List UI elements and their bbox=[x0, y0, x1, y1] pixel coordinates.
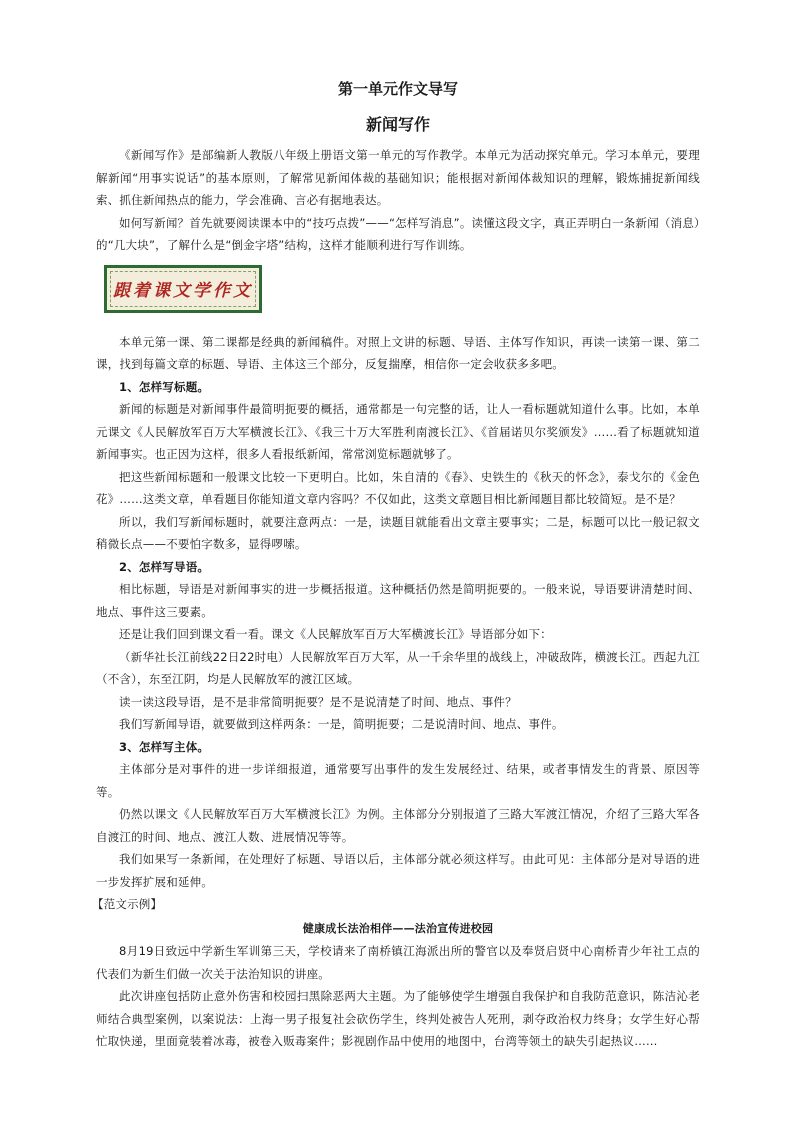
body-paragraph: 我们如果写一条新闻，在处理好了标题、导语以后，主体部分就必须这样写。由此可见：主体部分是对导语的进一步发挥扩展和延伸。 bbox=[96, 852, 700, 889]
body-paragraph: 本单元第一课、第二课都是经典的新闻稿件。对照上文讲的标题、导语、主体写作知识，再读一读第一课、第二课，找到每篇文章的标题、导语、主体这三个部分，反复揣摩，相信你一定会收获多多吧。 bbox=[96, 334, 700, 371]
section-banner bbox=[104, 265, 262, 313]
unit-title: 第一单元作文导写 bbox=[337, 80, 458, 98]
page-title: 新闻写作 bbox=[365, 115, 430, 134]
intro-paragraph: 《新闻写作》是部编新人教版八年级上册语文第一单元的写作教学。本单元为活动探究单元。学习本单元，要理解新闻“用事实说话”的基本原则，了解常见新闻体裁的基础知识；能根据对新闻体裁知识的理解，锻炼捕捉新闻线索、抓住新闻热点的能力，学会准确、言必有据地表达。 bbox=[96, 148, 700, 207]
body-paragraph: 主体部分是对事件的进一步详细报道，通常要写出事件的发生发展经过、结果，或者事情发生的背景、原因等等。 bbox=[96, 762, 700, 799]
section-heading: 3、怎样写主体。 bbox=[119, 739, 210, 754]
body-paragraph: 我们写新闻导语，就要做到这样两条：一是，简明扼要；二是说清时间、地点、事件。 bbox=[119, 717, 564, 731]
section-heading: 2、怎样写导语。 bbox=[119, 559, 210, 574]
body-paragraph: 仍然以课文《人民解放军百万大军横渡长江》为例。主体部分分别报道了三路大军渡江情况，介绍了三路大军各自渡江的时间、地点、渡江人数、进展情况等等。 bbox=[96, 807, 700, 844]
banner-label: 跟着课文学作文 bbox=[113, 281, 253, 301]
body-paragraph: 所以，我们写新闻标题时，就要注意两点：一是，读题目就能看出文章主要事实；二是，标题可以比一般记叙文稍微长点——不要怕字数多，显得啰嗦。 bbox=[96, 514, 700, 551]
example-label: 【范文示例】 bbox=[92, 897, 163, 911]
body-paragraph: 把这些新闻标题和一般课文比较一下更明白。比如，朱自清的《春》、史铁生的《秋天的怀念》，泰戈尔的《金色花》……这类文章，单看题目你能知道文章内容吗？不仅如此，这类文章题目相比新闻题目都比较简短。是不是？ bbox=[96, 469, 700, 506]
example-paragraph: 此次讲座包括防止意外伤害和校园扫黑除恶两大主题。为了能够使学生增强自我保护和自我防范意识，陈洁沁老师结合典型案例，以案说法：上海一男子报复社会砍伤学生，终判处被告人死刑，剥夺政治权力终身；女学生好心帮忙取快递，里面竟装着冰毒，被卷入贩毒案件；影视剧作品中使用的地图中，台湾等领土的缺失引起热议…… bbox=[96, 989, 700, 1048]
quoted-lead: （新华社长江前线22日22时电）人民解放军百万大军，从一千余华里的战线上，冲破敌阵，横渡长江。西起九江（不含），东至江阴，均是人民解放军的渡江区域。 bbox=[96, 649, 700, 686]
intro-paragraph: 如何写新闻？首先就要阅读课本中的“技巧点拨”——“怎样写消息”。读懂这段文字，真正弄明白一条新闻（消息）的“几大块”，了解什么是“倒金字塔”结构，这样才能顺利进行写作训练。 bbox=[96, 215, 700, 252]
example-title: 健康成长法治相伴——法治宣传进校园 bbox=[302, 921, 494, 935]
example-paragraph: 8月19日致远中学新生军训第三天，学校请来了南桥镇江海派出所的警官以及奉贤启贤中心南桥青少年社工点的代表们为新生们做一次关于法治知识的讲座。 bbox=[96, 944, 700, 981]
body-paragraph: 还是让我们回到课文看一看。课文《人民解放军百万大军横渡长江》导语部分如下： bbox=[119, 627, 552, 641]
document-page bbox=[92, 78, 700, 1053]
body-paragraph: 相比标题，导语是对新闻事实的进一步概括报道。这种概括仍然是简明扼要的。一般来说，导语要讲清楚时间、地点、事件这三要素。 bbox=[96, 582, 700, 619]
body-paragraph: 读一读这段导语，是不是非常简明扼要？是不是说清楚了时间、地点、事件？ bbox=[119, 694, 517, 709]
section-heading: 1、怎样写标题。 bbox=[119, 379, 210, 394]
body-paragraph: 新闻的标题是对新闻事件最简明扼要的概括，通常都是一句完整的话，让人一看标题就知道什么事。比如，本单元课文《人民解放军百万大军横渡长江》、《我三十万大军胜利南渡长江》、《首届诺贝尔奖颁发》……看了标题就知道新闻事实。也正因为这样，很多人看报纸新闻，常常浏览标题就够了。 bbox=[96, 402, 700, 461]
